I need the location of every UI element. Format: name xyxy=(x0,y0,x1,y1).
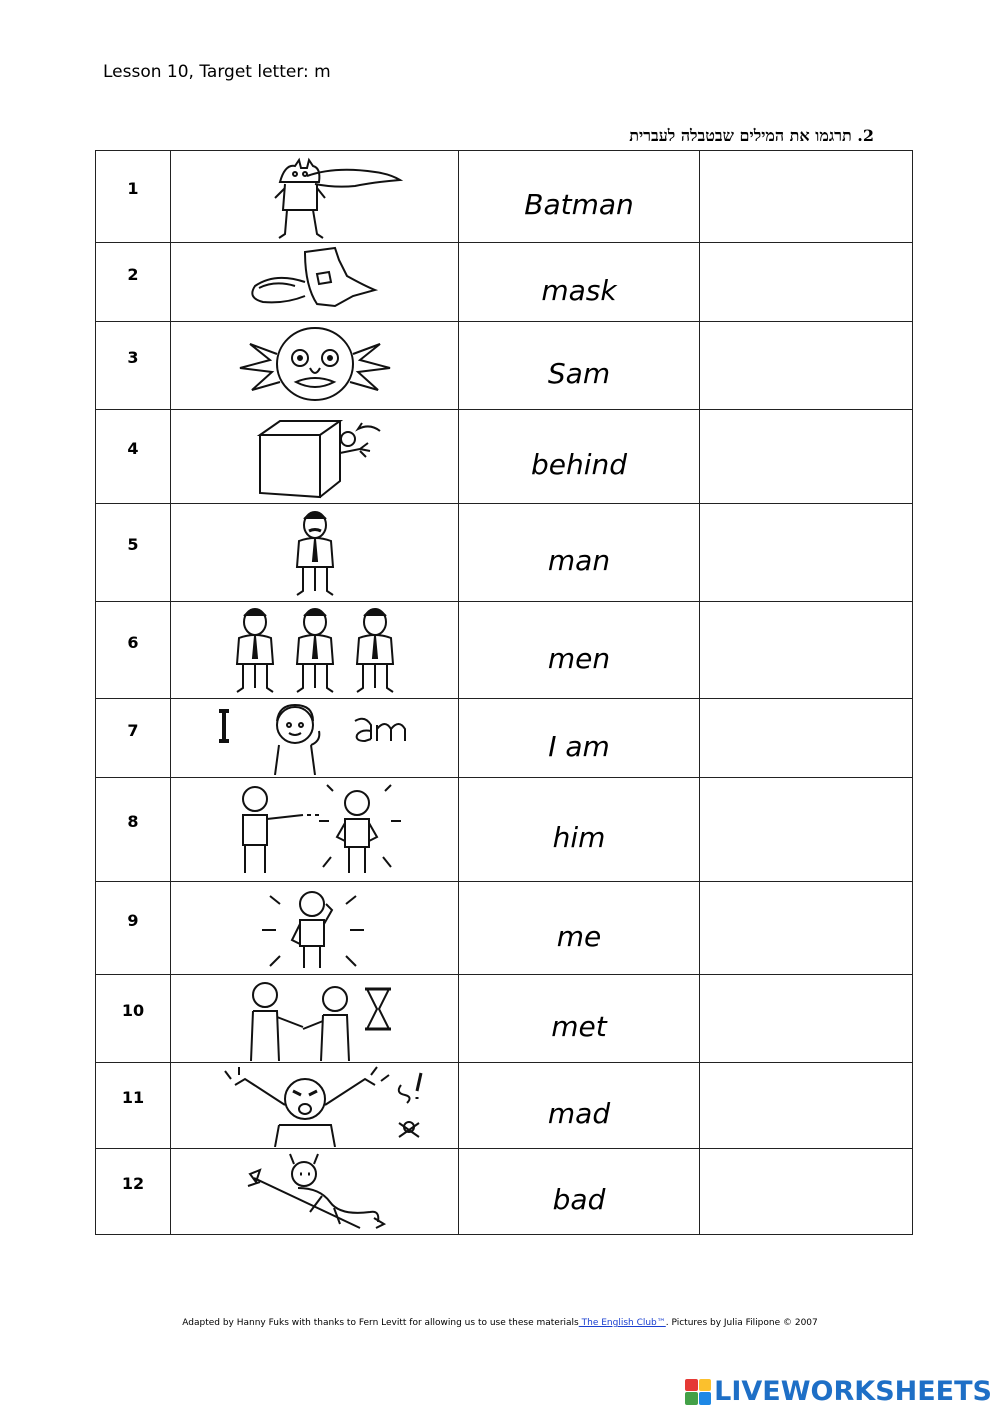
picture-cell xyxy=(171,243,459,322)
liveworksheets-logo[interactable] xyxy=(685,1376,992,1407)
row-number: 11 xyxy=(96,1063,171,1149)
picture-cell xyxy=(171,882,459,975)
word-cell: Batman xyxy=(459,151,700,243)
answer-field[interactable] xyxy=(700,975,913,1063)
two-boys-meeting-icon xyxy=(225,977,405,1061)
english-club-link[interactable]: The English Club™ xyxy=(578,1318,666,1328)
picture-cell xyxy=(171,504,459,602)
mask-icon xyxy=(235,246,395,318)
table-row xyxy=(96,1063,913,1149)
word-cell: men xyxy=(459,602,700,699)
row-number: 12 xyxy=(96,1149,171,1235)
picture-cell xyxy=(171,975,459,1063)
instruction-text: 2. תרגמו את המילים שבטבלה לעברית xyxy=(629,126,874,145)
table-row xyxy=(96,151,913,243)
answer-field[interactable] xyxy=(700,243,913,322)
lesson-title: Lesson 10, Target letter: m xyxy=(103,62,331,82)
answer-field[interactable] xyxy=(700,882,913,975)
word-cell: met xyxy=(459,975,700,1063)
picture-cell xyxy=(171,699,459,778)
table-row xyxy=(96,975,913,1063)
row-number: 4 xyxy=(96,410,171,504)
picture-cell xyxy=(171,1063,459,1149)
picture-cell xyxy=(171,322,459,410)
table-row xyxy=(96,882,913,975)
row-number: 10 xyxy=(96,975,171,1063)
picture-cell xyxy=(171,1149,459,1235)
word-cell: him xyxy=(459,778,700,882)
word-cell: bad xyxy=(459,1149,700,1235)
answer-field[interactable] xyxy=(700,1063,913,1149)
box-with-hand-icon xyxy=(230,413,400,501)
table-row xyxy=(96,243,913,322)
angry-boy-icon xyxy=(195,1065,435,1147)
picture-cell xyxy=(171,151,459,243)
row-number: 3 xyxy=(96,322,171,410)
footer-text: Adapted by Hanny Fuks with thanks to Fern Levitt for allowing us to use these materials xyxy=(182,1318,579,1328)
table-row xyxy=(96,778,913,882)
row-number: 5 xyxy=(96,504,171,602)
answer-field[interactable] xyxy=(700,322,913,410)
word-cell: mask xyxy=(459,243,700,322)
word-cell: me xyxy=(459,882,700,975)
row-number: 1 xyxy=(96,151,171,243)
logo-text: LIVEWORKSHEETS xyxy=(714,1376,992,1407)
row-number: 9 xyxy=(96,882,171,975)
table-row xyxy=(96,699,913,778)
man-icon xyxy=(275,507,355,599)
word-cell: man xyxy=(459,504,700,602)
answer-field[interactable] xyxy=(700,699,913,778)
table-row xyxy=(96,602,913,699)
vocabulary-table xyxy=(95,150,913,1235)
three-men-icon xyxy=(225,604,405,696)
picture-cell xyxy=(171,602,459,699)
row-number: 7 xyxy=(96,699,171,778)
row-number: 6 xyxy=(96,602,171,699)
girl-pointing-self-icon xyxy=(205,701,425,775)
batman-icon xyxy=(225,154,405,240)
answer-field[interactable] xyxy=(700,410,913,504)
table-row xyxy=(96,322,913,410)
boy-pointing-self-icon xyxy=(250,884,380,972)
word-cell: I am xyxy=(459,699,700,778)
row-number: 8 xyxy=(96,778,171,882)
answer-field[interactable] xyxy=(700,602,913,699)
answer-field[interactable] xyxy=(700,151,913,243)
word-cell: mad xyxy=(459,1063,700,1149)
table-row xyxy=(96,410,913,504)
answer-field[interactable] xyxy=(700,1149,913,1235)
row-number: 2 xyxy=(96,243,171,322)
answer-field[interactable] xyxy=(700,778,913,882)
footer-text-after: . Pictures by Julia Filipone © 2007 xyxy=(665,1318,818,1328)
devil-icon xyxy=(230,1152,400,1232)
word-cell: behind xyxy=(459,410,700,504)
table-row xyxy=(96,504,913,602)
logo-mark-icon xyxy=(685,1379,711,1405)
boy-pointing-at-boy-icon xyxy=(215,781,415,879)
table-row xyxy=(96,1149,913,1235)
word-cell: Sam xyxy=(459,322,700,410)
footer-credits xyxy=(0,1318,1000,1328)
answer-field[interactable] xyxy=(700,504,913,602)
picture-cell xyxy=(171,778,459,882)
old-man-face-icon xyxy=(230,324,400,408)
picture-cell xyxy=(171,410,459,504)
